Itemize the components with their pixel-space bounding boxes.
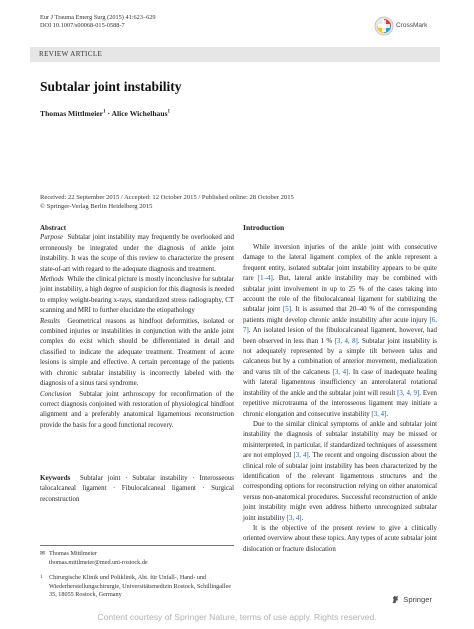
envelope-icon: ✉ — [40, 550, 46, 557]
keywords-text: Subtalar joint · Subtalar instability · Interosseous talocalcaneal ligament · Fibulocalcaneal ligament · Surgical reconstruction — [40, 475, 234, 503]
contact-email[interactable]: thomas.mittlmeier@med.uni-rostock.de — [49, 558, 148, 566]
affiliation-text: Chirurgische Klinik und Poliklinik, Abt. für Unfall-, Hand- und Wiederherstellungschirurgie, Universitätsmedizin Rostock, Schillingallee 35, 18055 Rostock, Germany — [49, 574, 231, 599]
conclusion-label: Conclusion — [40, 390, 72, 398]
purpose-text: Subtalar joint instability may frequently be overlooked and erroneously be integrated under the diagnosis of ankle joint instability. It was the scope of this review to characterize the present state-of-art with regard to the adequate diagnosis and treatment. — [40, 234, 234, 273]
crossmark-icon — [374, 16, 394, 36]
abstract-purpose — [40, 233, 234, 275]
footnote-divider — [40, 545, 234, 546]
abstract-heading: Abstract — [40, 224, 67, 232]
author-separator: · — [105, 109, 112, 118]
affiliation-footnote — [40, 574, 234, 600]
intro-paragraph — [243, 243, 437, 420]
dates-line: Received: 22 September 2015 / Accepted: 12 October 2015 / Published online: 28 October 2015 — [40, 194, 294, 201]
article-title: Subtalar joint instability — [40, 79, 182, 94]
citation-link[interactable]: [3, 4] — [332, 368, 349, 376]
text-run: . In case of inadequate healing with lateral ligamentous insufficiency an anterolateral rotational instability of the ankle and the subtalar joint will result — [243, 368, 437, 397]
citation-link[interactable]: [3, 4] — [371, 410, 387, 418]
watermark-notice: Content courtesy of Springer Nature, terms of use apply. Rights reserved. — [97, 612, 377, 622]
citation-link[interactable]: [6, 7] — [243, 316, 437, 335]
conclusion-text: Subtalar joint arthroscopy for reconfirmation of the correct diagnosis conjoined with restoration of physiological hindfoot alignment and a preferably anatomical ligamentous reconstruction provide the basis for a good functional recovery. — [40, 390, 234, 429]
results-label: Results — [40, 317, 60, 325]
text-run: Due to the similar clinical symptoms of ankle and subtalar joint instability the diagnosis of subtalar instability may be missed or misinterpreted, in particular, if standardized techniques of assessment are not employed — [243, 420, 437, 460]
text-run: . — [301, 514, 304, 522]
publisher-logo[interactable] — [391, 595, 432, 604]
abstract-conclusion — [40, 390, 234, 432]
author-name[interactable]: Alice Wichelhaus — [111, 109, 168, 118]
publisher-name: Springer — [403, 595, 432, 604]
citation-link[interactable]: [3, 4] — [293, 452, 309, 460]
text-run: . But, lateral ankle instability may be combined with subtalar joint involvement in up to 25 % of the cases taking into account the role of the fibulocalcaneal ligament for stabilizing the subtalar joint — [243, 275, 437, 314]
citation-link[interactable]: [3, 4] — [286, 514, 302, 522]
text-run: While inversion injuries of the ankle joint with consecutive damage to the lateral ligament complex of the ankle represent a frequent entity, isolated subtalar joint instability appears to be quite rare — [243, 244, 437, 283]
corresponding-author — [40, 550, 234, 567]
introduction-body — [243, 243, 437, 555]
purpose-label: Purpose — [40, 234, 63, 242]
text-run: . The recent and ongoing discussion about the clinical role of subtalar joint instability has been characterized by the identification of the relevant ligamentous structures and the corresponding options for reconstruction relying on either anatomical versus non-anatomical procedures. Successful reconstruction of ankle joint instability might even address hitherto unrecognized subtalar joint instability — [243, 452, 437, 522]
author-name[interactable]: Thomas Mittlmeier — [40, 109, 104, 118]
abstract-methods — [40, 275, 234, 317]
springer-horse-icon — [391, 595, 400, 604]
methods-label: Methods — [40, 276, 64, 284]
crossmark-label: CrossMark — [396, 22, 428, 29]
introduction-heading: Introduction — [243, 223, 285, 232]
citation-link[interactable]: [3, 4, 8] — [334, 337, 358, 345]
affiliation-marker: 1 — [103, 109, 106, 115]
citation-link[interactable]: [5] — [282, 306, 292, 314]
intro-paragraph — [243, 420, 437, 524]
copyright-line: © Springer-Verlag Berlin Heidelberg 2015 — [40, 202, 153, 210]
text-run: . Subtalar joint instability is not adequately represented by a simple tilt between talus and calcaneus but by a combination of anterior movement, medialization and varus tilt of the calcaneus — [243, 337, 437, 376]
text-run: . It is assumed that 20–40 % of the corresponding patients might develop chronic ankle instability after acute injury — [243, 306, 437, 324]
text-run: . An isolated lesion of the fibulocalcaneal ligament, however, had been observed in less than 1 % — [243, 327, 437, 345]
methods-text: While the clinical picture is mostly inconclusive for subtalar joint instability, a high degree of suspicion for this diagnosis is needed to employ weight-bearing x-rays, standardized stress radiography, CT scanning and MRI to further elucidate the etiopathology — [40, 276, 234, 315]
affiliation-marker: 1 — [167, 109, 171, 115]
keywords-label: Keywords — [40, 474, 71, 482]
article-type-banner — [30, 47, 440, 62]
publication-dates — [40, 194, 294, 211]
doi-line: DOI 10.1007/s00068-015-0588-7 — [40, 22, 125, 30]
text-run: . Even repetitive microtrauma of the interosseous ligament may initiate a chronic elongation and consecutive instability — [243, 389, 437, 418]
text-run: . — [386, 410, 389, 418]
crossmark-badge[interactable] — [372, 16, 430, 50]
citation-link[interactable]: [1–4] — [257, 275, 273, 283]
intro-paragraph: It is the objective of the present review to give a clinically oriented overview about these topics. Any types of acute subtalar joint dislocation or fracture dislocation — [243, 524, 437, 553]
results-text: Geometrical reasons as hindfoot deformities, isolated or combined injuries or instabilities in conjunction with the ankle joint complex do exist which should be differentiated in detail and classified to indicate the adequate treatment. Treatment of acute lesions is simple and effective. A certain percentage of the patients with chronic subtalar instability is incorrectly labeled with the diagnosis of a sinus tarsi syndrome. — [40, 317, 234, 388]
journal-line: Eur J Trauma Emerg Surg (2015) 41:623–629 — [40, 14, 156, 21]
citation-link[interactable]: [3, 4, 9] — [397, 389, 420, 397]
author-line — [40, 109, 170, 118]
abstract-section — [40, 223, 234, 431]
contact-name: Thomas Mittlmeier — [49, 550, 97, 557]
keywords-section — [40, 473, 234, 505]
affiliation-number: 1 — [40, 575, 43, 580]
article-type-label: REVIEW ARTICLE — [39, 50, 103, 58]
journal-citation — [40, 14, 156, 31]
abstract-results — [40, 317, 234, 390]
